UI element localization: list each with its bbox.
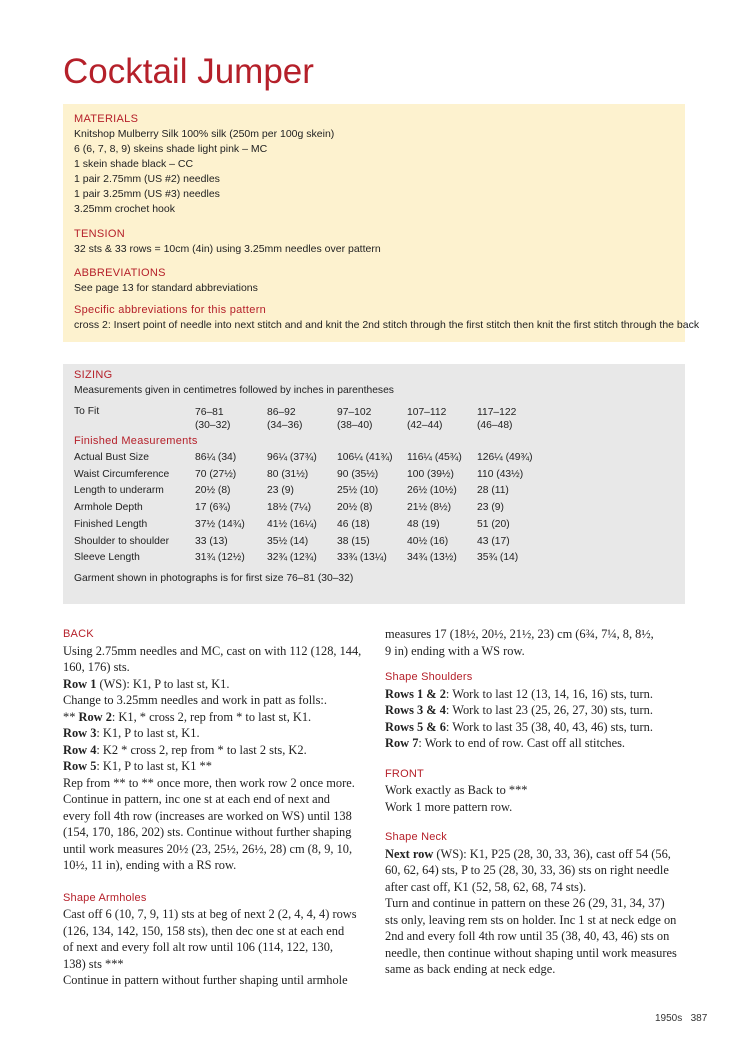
- text-line: Continue in pattern, inc one st at each end of next and: [63, 792, 331, 806]
- specific-abbreviations-section: [74, 303, 699, 333]
- to-fit-size: [477, 406, 516, 432]
- back-section: [63, 626, 361, 989]
- row-label: Row 1: [63, 676, 97, 691]
- sizing-note: Garment shown in photographs is for first size 76–81 (30–32): [74, 573, 354, 584]
- row-text: : K1, P to last st, K1 **: [96, 759, 212, 773]
- measurement-value: 70 (27½): [195, 468, 237, 480]
- abbreviations-section: [74, 266, 258, 296]
- abbreviations-text: See page 13 for standard abbreviations: [74, 282, 258, 294]
- specific-abbreviations-text: cross 2: Insert point of needle into next stitch and and knit the 2nd stitch through the first stitch then knit the first stitch through the back: [74, 319, 700, 331]
- measurement-label: Sleeve Length: [74, 552, 140, 564]
- text-line: 160, 176) sts.: [63, 660, 130, 674]
- measurement-value: 20½ (8): [337, 502, 373, 514]
- page-number: 387: [690, 1013, 708, 1024]
- tension-section: [74, 227, 381, 257]
- text-line: (154, 170, 186, 202) sts. Continue without further shaping: [63, 825, 352, 839]
- text-line: Work 1 more pattern row.: [385, 799, 513, 814]
- text-line: sts only, leaving rem sts on holder. Inc 1 st at neck edge on: [385, 912, 677, 927]
- footer-section: 1950s: [655, 1013, 683, 1024]
- measurement-value: 43 (17): [477, 535, 510, 547]
- shape-shoulders-heading: Shape Shoulders: [385, 671, 473, 683]
- to-fit-in: (46–48): [477, 420, 513, 431]
- measurement-value: 86¼ (34): [195, 452, 237, 463]
- back-heading: BACK: [63, 628, 94, 640]
- text-line: 60, 62, 64) sts, P to 25 (28, 30, 33, 36) sts on right needle: [385, 863, 669, 877]
- measurement-label: Actual Bust Size: [74, 452, 149, 463]
- measurement-label: Armhole Depth: [74, 502, 143, 514]
- measurement-value: 21½ (8½): [407, 502, 452, 514]
- to-fit-size: [195, 406, 231, 432]
- measurement-value: 23 (9): [477, 502, 504, 514]
- measurement-value: 51 (20): [477, 518, 510, 530]
- materials-heading: MATERIALS: [74, 113, 139, 125]
- to-fit-cm: 76–81: [195, 407, 224, 418]
- materials-line: Knitshop Mulberry Silk 100% silk (250m per 100g skein): [74, 128, 335, 140]
- materials-line: 1 pair 2.75mm (US #2) needles: [74, 173, 220, 185]
- row-label: Next row: [385, 846, 434, 861]
- row-label: Row 5: [63, 759, 97, 773]
- specific-abbreviations-heading: Specific abbreviations for this pattern: [74, 304, 267, 316]
- measurement-label: Shoulder to shoulder: [74, 535, 170, 547]
- sizing-heading: SIZING: [74, 369, 113, 381]
- materials-panel: [63, 104, 700, 342]
- measurement-value: 32¾ (12¾): [267, 552, 317, 564]
- text-line: Turn and continue in pattern on these 26 (29, 31, 34, 37): [385, 896, 665, 910]
- measurement-value: 17 (6¾): [195, 502, 231, 514]
- materials-line: 3.25mm crochet hook: [74, 203, 175, 215]
- text-line: (126, 134, 142, 150, 158 sts), then dec one st at each end: [63, 923, 345, 938]
- text-line: Change to 3.25mm needles and work in patt as folls:.: [63, 693, 327, 707]
- to-fit-cm: 117–122: [477, 407, 517, 418]
- measurement-value: 31¾ (12½): [195, 552, 245, 564]
- row-text: : Work to last 23 (25, 26, 27, 30) sts, turn.: [445, 703, 653, 717]
- row-text: (WS): K1, P to last st, K1.: [96, 676, 230, 691]
- row-label: Rows 3 & 4: [385, 703, 446, 717]
- row-text: : Work to last 35 (38, 40, 43, 46) sts, turn.: [445, 719, 653, 734]
- measurement-value: 116¼ (45¾): [407, 452, 462, 463]
- text-line: 2nd and every foll 4th row until 35 (38, 40, 43, 46) sts on: [385, 929, 670, 943]
- tension-text: 32 sts & 33 rows = 10cm (4in) using 3.25mm needles over pattern: [74, 243, 381, 255]
- text-line: [385, 719, 677, 736]
- measurement-value: 33¾ (13¼): [337, 552, 387, 564]
- right-column: [385, 626, 677, 978]
- row-text: : K1, * cross 2, rep from * to last st, K1.: [111, 709, 312, 724]
- text-line: Cast off 6 (10, 7, 9, 11) sts at beg of next 2 (2, 4, 4, 4) rows: [63, 907, 357, 921]
- to-fit-size: [337, 406, 373, 432]
- page-footer: [655, 1013, 707, 1024]
- text-line: same as back ending at neck edge.: [385, 962, 556, 976]
- row-text: : K2 * cross 2, rep from * to last 2 sts, K2.: [96, 742, 307, 757]
- tension-heading: TENSION: [74, 228, 125, 240]
- sizing-intro: Measurements given in centimetres followed by inches in parentheses: [74, 385, 394, 396]
- measurement-value: 26½ (10½): [407, 485, 457, 497]
- text-line: [63, 758, 361, 775]
- row-label: Row 3: [63, 726, 97, 740]
- measurement-value: 37½ (14¾): [195, 518, 245, 530]
- text-line: Continue in pattern without further shaping until armhole: [63, 973, 348, 987]
- row-prefix: **: [63, 709, 79, 724]
- measurement-value: 18½ (7¼): [267, 502, 312, 514]
- text-line: 9 in) ending with a WS row.: [385, 643, 525, 658]
- to-fit-cm: 107–112: [407, 407, 447, 418]
- measurement-value: 80 (31½): [267, 468, 309, 480]
- measurement-value: 126¼ (49¾): [477, 452, 533, 463]
- text-line: Work exactly as Back to ***: [385, 783, 528, 797]
- row-label: Rows 1 & 2: [385, 686, 446, 701]
- text-line: [385, 686, 677, 703]
- measurement-value: 110 (43½): [477, 468, 524, 480]
- measurement-value: 34¾ (13½): [407, 552, 457, 564]
- measurement-value: 48 (19): [407, 518, 440, 530]
- measurement-value: 28 (11): [477, 485, 509, 497]
- materials-line: 1 skein shade black – CC: [74, 158, 194, 170]
- text-line: Using 2.75mm needles and MC, cast on with 112 (128, 144,: [63, 643, 362, 658]
- measurement-value: 96¼ (37¾): [267, 452, 317, 463]
- row-label: Row 4: [63, 742, 97, 757]
- abbreviations-heading: ABBREVIATIONS: [74, 267, 166, 279]
- row-text: : Work to last 12 (13, 14, 16, 16) sts, turn.: [445, 686, 653, 701]
- text-line: [385, 735, 677, 752]
- text-line: [385, 846, 677, 863]
- text-line: [63, 676, 361, 693]
- measurement-value: 40½ (16): [407, 535, 449, 547]
- row-text: : Work to end of row. Cast off all stitches.: [418, 736, 626, 750]
- measurement-value: 35¾ (14): [477, 552, 519, 564]
- measurement-value: 35½ (14): [267, 535, 309, 547]
- measurement-value: 20½ (8): [195, 485, 231, 497]
- to-fit-label: To Fit: [74, 406, 100, 417]
- measurement-value: 41½ (16¼): [267, 518, 317, 530]
- measurement-value: 23 (9): [267, 485, 294, 497]
- to-fit-in: (34–36): [267, 420, 303, 431]
- measurement-label: Length to underarm: [74, 485, 164, 497]
- measurement-label: Finished Length: [74, 518, 148, 530]
- measurement-value: 25½ (10): [337, 485, 379, 497]
- text-line: every foll 4th row (increases are worked on WS) until 138: [63, 808, 352, 823]
- shape-neck-heading: Shape Neck: [385, 831, 447, 843]
- materials-line: 1 pair 3.25mm (US #3) needles: [74, 188, 220, 200]
- measurement-value: 38 (15): [337, 535, 370, 547]
- page-title: Cocktail Jumper: [63, 52, 314, 91]
- finished-measurements-heading: Finished Measurements: [74, 435, 198, 447]
- to-fit-in: (42–44): [407, 420, 443, 431]
- measurement-value: 100 (39½): [407, 468, 454, 480]
- text-line: [63, 709, 361, 726]
- text-line: Rep from ** to ** once more, then work row 2 once more.: [63, 775, 355, 790]
- measurement-value: 46 (18): [337, 518, 370, 530]
- text-line: [385, 702, 677, 719]
- row-label: Row 7: [385, 736, 419, 750]
- measurement-value: 90 (35½): [337, 468, 379, 480]
- materials-line: 6 (6, 7, 8, 9) skeins shade light pink – MC: [74, 143, 268, 155]
- shape-armholes-heading: Shape Armholes: [63, 891, 147, 904]
- text-line: 138) sts ***: [63, 956, 124, 971]
- text-line: after cast off, K1 (52, 58, 62, 68, 74 sts).: [385, 879, 587, 894]
- measurement-label: Waist Circumference: [74, 468, 170, 480]
- measurement-value: 106¼ (41¾): [337, 452, 393, 463]
- front-heading: FRONT: [385, 767, 424, 780]
- text-line: measures 17 (18½, 20½, 21½, 23) cm (6¾, 7¼, 8, 8½,: [385, 627, 654, 641]
- to-fit-in: (38–40): [337, 420, 373, 431]
- row-label: Rows 5 & 6: [385, 719, 446, 734]
- to-fit-size: [267, 406, 303, 432]
- to-fit-cm: 86–92: [267, 407, 296, 418]
- measurement-value: 33 (13): [195, 535, 228, 547]
- text-line: [63, 725, 361, 742]
- text-line: until work measures 20½ (23, 25½, 26½, 28) cm (8, 9, 10,: [63, 841, 353, 856]
- text-line: needle, then continue without shaping until work measures: [385, 945, 677, 960]
- to-fit-size: [407, 406, 446, 432]
- text-line: [63, 742, 361, 759]
- row-label: Row 2: [78, 709, 112, 724]
- sizing-panel: [63, 364, 685, 604]
- row-text: (WS): K1, P25 (28, 30, 33, 36), cast off 54 (56,: [433, 846, 671, 861]
- row-text: : K1, P to last st, K1.: [96, 726, 200, 740]
- text-line: 10½, 11 in), ending with a RS row.: [63, 858, 237, 872]
- text-line: of next and every foll alt row until 106 (114, 122, 130,: [63, 940, 334, 954]
- materials-section: [74, 112, 334, 217]
- to-fit-in: (30–32): [195, 420, 231, 431]
- to-fit-cm: 97–102: [337, 407, 372, 418]
